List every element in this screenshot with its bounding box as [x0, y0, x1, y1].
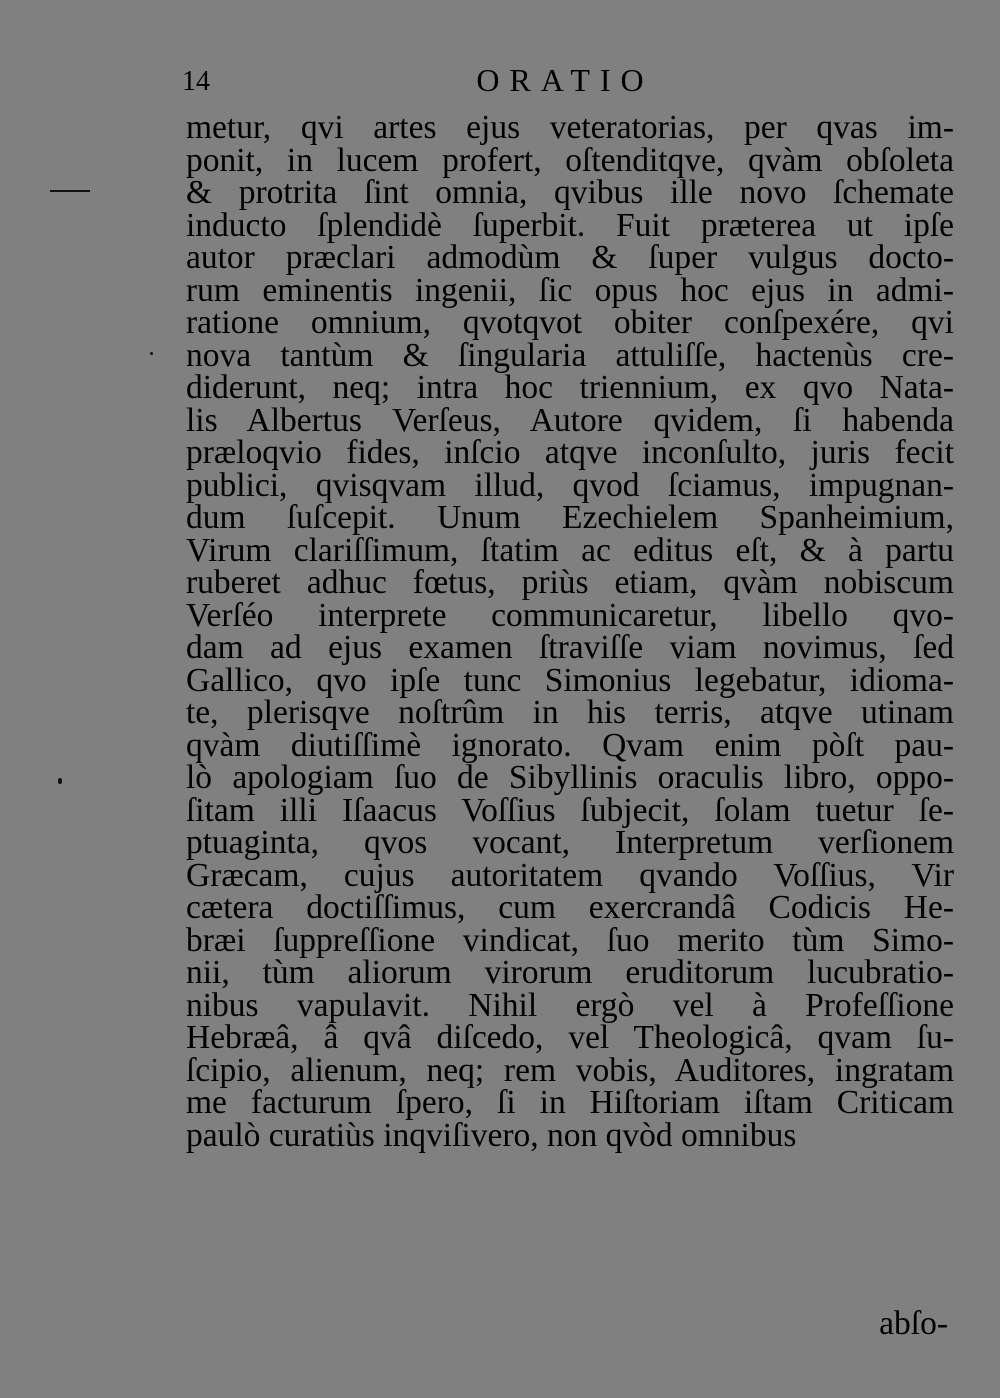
text-line: rum eminentis ingenii, ſic opus hoc ejus in admi-	[186, 271, 954, 309]
text-line: ponit, in lucem profert, oſtenditqve, qvàm obſoleta	[186, 141, 954, 179]
text-line: autor præclari admodùm & ſuper vulgus docto-	[186, 239, 954, 276]
text-line: ratione omnium, qvotqvot obiter conſpexére, qvi	[186, 304, 954, 341]
catchword: abſo-	[879, 1305, 948, 1342]
text-line: me facturum ſpero, ſi in Hiſtoriam iſtam Criticam	[186, 1084, 954, 1121]
text-line: paulò curatiùs inqviſivero, non qvòd omnibus	[186, 1116, 797, 1154]
text-line: Gallico, qvo ipſe tunc Simonius legebatur, idioma-	[186, 661, 954, 699]
text-line: nova tantùm & ſingularia attuliſſe, hactenùs cre-	[186, 336, 954, 374]
text-line: nibus vapulavit. Nihil ergò vel à Profeſſione	[186, 986, 954, 1024]
text-line: lò apologiam ſuo de Sibyllinis oraculis libro, oppo-	[186, 759, 954, 796]
text-line: ruberet adhuc fœtus, priùs etiam, qvàm nobiscum	[186, 564, 954, 601]
text-line: diderunt, neq; intra hoc triennium, ex qvo Nata-	[186, 369, 954, 406]
text-line: ptuaginta, qvos vocant, Interpretum verſionem	[186, 824, 954, 861]
text-line: lis Albertus Verſeus, Autore qvidem, ſi habenda	[186, 401, 954, 439]
page-number: 14	[182, 66, 210, 97]
margin-dot-mark	[150, 352, 153, 355]
text-line: te, plerisqve noſtrûm in his terris, atqve utinam	[186, 694, 954, 731]
text-line: Græcam, cujus autoritatem qvando Voſſius, Vir	[186, 856, 954, 894]
text-line: qvàm diutiſſimè ignorato. Qvam enim pòſt pau-	[186, 726, 954, 764]
text-line: publici, qvisqvam illud, qvod ſciamus, impugnan-	[186, 466, 954, 504]
running-head: ORATIO	[476, 62, 654, 98]
text-line: inducto ſplendidè ſuperbit. Fuit præterea ut ipſe	[186, 206, 954, 244]
margin-dot-mark	[58, 778, 62, 784]
text-line: Virum clariſſimum, ſtatim ac editus eſt, & à partu	[186, 531, 954, 569]
text-line: ſcipio, alienum, neq; rem vobis, Auditores, ingratam	[186, 1051, 954, 1089]
text-line: & protrita ſint omnia, qvibus ille novo ſchemate	[186, 174, 954, 211]
text-line: Verſéo interprete communicaretur, libello qvo-	[186, 596, 954, 634]
text-line: præloqvio fides, inſcio atqve inconſulto, juris fecit	[186, 434, 954, 471]
text-line: metur, qvi artes ejus veteratorias, per qvas im-	[186, 109, 954, 146]
text-line: Hebræâ, â qvâ diſcedo, vel Theologicâ, qvam ſu-	[186, 1019, 954, 1056]
body-text	[186, 109, 954, 1154]
text-line: cætera doctiſſimus, cum exercrandâ Codicis He-	[186, 889, 954, 926]
text-line: nii, tùm aliorum virorum eruditorum lucubratio-	[186, 954, 954, 991]
text-line: bræi ſuppreſſione vindicat, ſuo merito tùm Simo-	[186, 921, 954, 959]
text-line: dam ad ejus examen ſtraviſſe viam novimus, ſed	[186, 629, 954, 666]
text-line: ſitam illi Iſaacus Voſſius ſubjecit, ſolam tuetur ſe-	[186, 791, 954, 829]
text-line: dum ſuſcepit. Unum Ezechielem Spanheimium,	[186, 499, 954, 536]
margin-dash-mark	[50, 190, 90, 192]
